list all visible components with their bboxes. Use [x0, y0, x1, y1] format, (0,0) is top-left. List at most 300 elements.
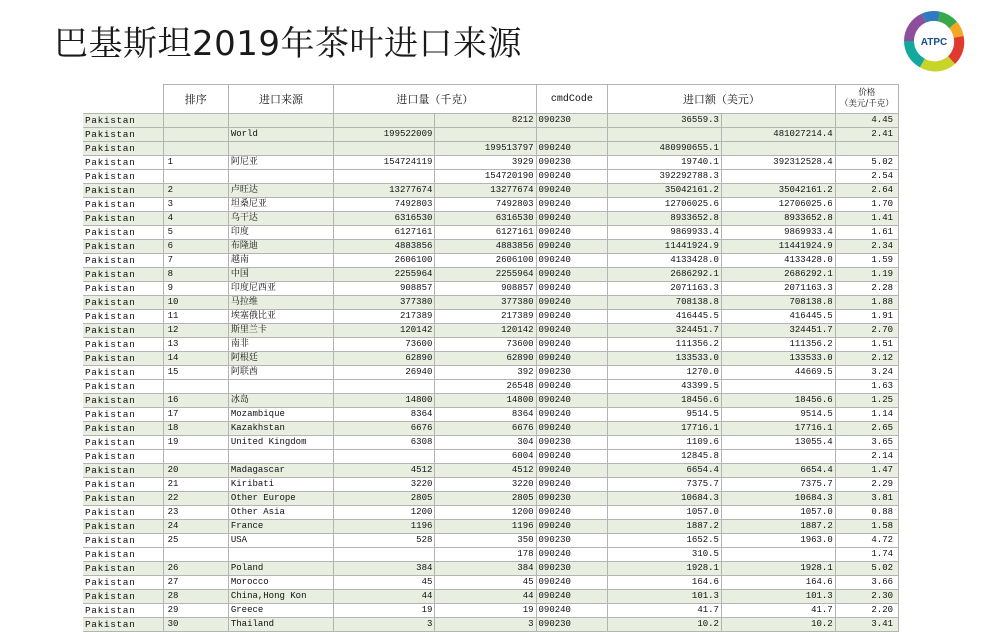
- cell-quantity-detail: 377380: [435, 296, 536, 310]
- cell-source: Other Europe: [228, 492, 333, 506]
- cell-source: Kazakhstan: [228, 422, 333, 436]
- table-row: [83, 408, 899, 422]
- cell-value-total: [721, 380, 835, 394]
- cell-value-total: 101.3: [721, 590, 835, 604]
- cell-quantity-total: 8364: [334, 408, 435, 422]
- cell-value-detail: 43399.5: [608, 380, 722, 394]
- cell-source: 阿联酋: [228, 366, 333, 380]
- cell-cmdcode: 090230: [536, 436, 608, 450]
- cell-value-detail: 111356.2: [608, 338, 722, 352]
- cell-value-total: 7375.7: [721, 478, 835, 492]
- cell-value-total: [721, 548, 835, 562]
- header-price: [835, 85, 898, 114]
- cell-source: Kiribati: [228, 478, 333, 492]
- cell-cmdcode: 090240: [536, 394, 608, 408]
- cell-country: Pakistan: [83, 282, 163, 296]
- cell-source: 斯里兰卡: [228, 324, 333, 338]
- cell-value-detail: 9869933.4: [608, 226, 722, 240]
- cell-country: Pakistan: [83, 408, 163, 422]
- cell-rank: 27: [163, 576, 228, 590]
- cell-value-total: 416445.5: [721, 310, 835, 324]
- cell-cmdcode: 090240: [536, 380, 608, 394]
- cell-country: Pakistan: [83, 338, 163, 352]
- cell-cmdcode: 090230: [536, 114, 608, 128]
- cell-price: 2.28: [835, 282, 898, 296]
- cell-rank: [163, 380, 228, 394]
- cell-quantity-total: [334, 548, 435, 562]
- cell-rank: [163, 450, 228, 464]
- cell-value-detail: 2686292.1: [608, 268, 722, 282]
- cell-cmdcode: 090240: [536, 520, 608, 534]
- cell-quantity-total: 6676: [334, 422, 435, 436]
- cell-price: 1.58: [835, 520, 898, 534]
- cell-price: 1.59: [835, 254, 898, 268]
- cell-rank: 7: [163, 254, 228, 268]
- cell-value-detail: 11441924.9: [608, 240, 722, 254]
- cell-value-detail: 708138.8: [608, 296, 722, 310]
- cell-source: Morocco: [228, 576, 333, 590]
- cell-country: Pakistan: [83, 212, 163, 226]
- cell-country: Pakistan: [83, 184, 163, 198]
- table-row: [83, 212, 899, 226]
- cell-quantity-detail: 217389: [435, 310, 536, 324]
- cell-source: 印度: [228, 226, 333, 240]
- cell-value-detail: [608, 128, 722, 142]
- cell-quantity-detail: 44: [435, 590, 536, 604]
- table-row: [83, 534, 899, 548]
- cell-cmdcode: 090240: [536, 590, 608, 604]
- cell-quantity-detail: 304: [435, 436, 536, 450]
- cell-value-detail: 17716.1: [608, 422, 722, 436]
- cell-cmdcode: 090240: [536, 338, 608, 352]
- table-row: [83, 548, 899, 562]
- cell-quantity-total: 1196: [334, 520, 435, 534]
- cell-quantity-total: 2805: [334, 492, 435, 506]
- cell-rank: 28: [163, 590, 228, 604]
- cell-quantity-total: 4512: [334, 464, 435, 478]
- cell-price: 2.41: [835, 128, 898, 142]
- cell-country: Pakistan: [83, 352, 163, 366]
- cell-price: 1.91: [835, 310, 898, 324]
- table-row: [83, 114, 899, 128]
- table-row: [83, 338, 899, 352]
- header-country: [83, 85, 163, 114]
- cell-rank: 10: [163, 296, 228, 310]
- table-body: [83, 114, 899, 632]
- cell-quantity-detail: 6127161: [435, 226, 536, 240]
- cell-price: 5.02: [835, 156, 898, 170]
- cell-price: 1.47: [835, 464, 898, 478]
- cell-price: 3.81: [835, 492, 898, 506]
- cell-value-total: 6654.4: [721, 464, 835, 478]
- cell-value-total: [721, 170, 835, 184]
- header-rank: 排序: [163, 85, 228, 114]
- cell-value-total: 9514.5: [721, 408, 835, 422]
- cell-value-detail: 36559.3: [608, 114, 722, 128]
- cell-quantity-total: 6316530: [334, 212, 435, 226]
- cell-quantity-total: 26940: [334, 366, 435, 380]
- table-row: [83, 562, 899, 576]
- cell-country: Pakistan: [83, 226, 163, 240]
- cell-value-detail: 9514.5: [608, 408, 722, 422]
- cell-quantity-detail: 73600: [435, 338, 536, 352]
- cell-rank: 3: [163, 198, 228, 212]
- cell-quantity-total: [334, 114, 435, 128]
- cell-cmdcode: 090240: [536, 450, 608, 464]
- cell-rank: 15: [163, 366, 228, 380]
- cell-cmdcode: 090230: [536, 366, 608, 380]
- cell-rank: [163, 128, 228, 142]
- cell-source: 印度尼西亚: [228, 282, 333, 296]
- cell-cmdcode: 090230: [536, 562, 608, 576]
- cell-country: Pakistan: [83, 590, 163, 604]
- cell-country: Pakistan: [83, 548, 163, 562]
- cell-source: [228, 380, 333, 394]
- cell-price: 2.34: [835, 240, 898, 254]
- cell-quantity-total: 3220: [334, 478, 435, 492]
- cell-value-detail: 310.5: [608, 548, 722, 562]
- cell-value-detail: 10684.3: [608, 492, 722, 506]
- cell-country: Pakistan: [83, 436, 163, 450]
- cell-price: 2.65: [835, 422, 898, 436]
- cell-value-total: 2071163.3: [721, 282, 835, 296]
- cell-quantity-detail: 6676: [435, 422, 536, 436]
- cell-quantity-total: 44: [334, 590, 435, 604]
- cell-quantity-detail: 384: [435, 562, 536, 576]
- cell-cmdcode: 090240: [536, 142, 608, 156]
- cell-price: 3.66: [835, 576, 898, 590]
- cell-value-total: 10684.3: [721, 492, 835, 506]
- cell-quantity-detail: 2805: [435, 492, 536, 506]
- cell-value-detail: 164.6: [608, 576, 722, 590]
- cell-cmdcode: 090240: [536, 226, 608, 240]
- cell-quantity-detail: 6004: [435, 450, 536, 464]
- cell-source: France: [228, 520, 333, 534]
- import-source-table: [83, 84, 899, 632]
- cell-cmdcode: 090230: [536, 156, 608, 170]
- cell-source: 南非: [228, 338, 333, 352]
- cell-rank: 1: [163, 156, 228, 170]
- cell-source: Greece: [228, 604, 333, 618]
- cell-cmdcode: 090240: [536, 310, 608, 324]
- cell-cmdcode: 090240: [536, 464, 608, 478]
- cell-price: 1.19: [835, 268, 898, 282]
- cell-quantity-detail: 908857: [435, 282, 536, 296]
- cell-price: 3.24: [835, 366, 898, 380]
- cell-country: Pakistan: [83, 128, 163, 142]
- cell-value-total: 1057.0: [721, 506, 835, 520]
- cell-price: 2.29: [835, 478, 898, 492]
- cell-rank: 5: [163, 226, 228, 240]
- table-row: [83, 576, 899, 590]
- cell-cmdcode: 090240: [536, 170, 608, 184]
- cell-price: 1.51: [835, 338, 898, 352]
- cell-value-total: 10.2: [721, 618, 835, 632]
- cell-quantity-detail: 26548: [435, 380, 536, 394]
- cell-price: 1.14: [835, 408, 898, 422]
- cell-rank: 14: [163, 352, 228, 366]
- cell-cmdcode: 090240: [536, 254, 608, 268]
- cell-country: Pakistan: [83, 324, 163, 338]
- cell-quantity-detail: 4883856: [435, 240, 536, 254]
- cell-value-detail: 35042161.2: [608, 184, 722, 198]
- cell-source: United Kingdom: [228, 436, 333, 450]
- cell-source: 卢旺达: [228, 184, 333, 198]
- table-row: [83, 604, 899, 618]
- cell-country: Pakistan: [83, 310, 163, 324]
- cell-source: 埃塞俄比亚: [228, 310, 333, 324]
- cell-country: Pakistan: [83, 450, 163, 464]
- cell-cmdcode: 090240: [536, 422, 608, 436]
- cell-quantity-total: 528: [334, 534, 435, 548]
- header-price-line1: 价格: [858, 88, 876, 98]
- cell-rank: 8: [163, 268, 228, 282]
- cell-source: 乌干达: [228, 212, 333, 226]
- cell-cmdcode: 090240: [536, 478, 608, 492]
- cell-price: 4.72: [835, 534, 898, 548]
- cell-country: Pakistan: [83, 562, 163, 576]
- cell-value-detail: 392292788.3: [608, 170, 722, 184]
- table-row: [83, 394, 899, 408]
- cell-source: 中国: [228, 268, 333, 282]
- cell-value-total: 17716.1: [721, 422, 835, 436]
- cell-quantity-detail: 62890: [435, 352, 536, 366]
- cell-quantity-total: 14800: [334, 394, 435, 408]
- table-row: [83, 464, 899, 478]
- cell-source: 布隆迪: [228, 240, 333, 254]
- table-row: [83, 366, 899, 380]
- header-price-line2: （美元/千克）: [839, 99, 894, 109]
- cell-source: USA: [228, 534, 333, 548]
- cell-rank: 9: [163, 282, 228, 296]
- cell-rank: 20: [163, 464, 228, 478]
- cell-value-detail: 6654.4: [608, 464, 722, 478]
- cell-value-detail: 1270.0: [608, 366, 722, 380]
- cell-quantity-total: 384: [334, 562, 435, 576]
- table-row: [83, 450, 899, 464]
- table-row: [83, 268, 899, 282]
- cell-value-total: 35042161.2: [721, 184, 835, 198]
- cell-price: 2.20: [835, 604, 898, 618]
- cell-price: 1.25: [835, 394, 898, 408]
- cell-quantity-total: 7492803: [334, 198, 435, 212]
- cell-value-total: 2686292.1: [721, 268, 835, 282]
- cell-cmdcode: 090230: [536, 534, 608, 548]
- cell-quantity-total: 13277674: [334, 184, 435, 198]
- table-row: [83, 142, 899, 156]
- cell-source: 冰岛: [228, 394, 333, 408]
- cell-quantity-detail: 392: [435, 366, 536, 380]
- cell-cmdcode: 090240: [536, 184, 608, 198]
- cell-quantity-total: 1200: [334, 506, 435, 520]
- cell-rank: 17: [163, 408, 228, 422]
- cell-value-total: 11441924.9: [721, 240, 835, 254]
- cell-quantity-detail: 45: [435, 576, 536, 590]
- cell-price: 2.14: [835, 450, 898, 464]
- cell-value-total: 8933652.8: [721, 212, 835, 226]
- cell-value-detail: 2071163.3: [608, 282, 722, 296]
- table-header-row: [83, 85, 899, 114]
- cell-country: Pakistan: [83, 156, 163, 170]
- table-row: [83, 618, 899, 632]
- table-row: [83, 170, 899, 184]
- cell-quantity-detail: 120142: [435, 324, 536, 338]
- cell-quantity-detail: 199513797: [435, 142, 536, 156]
- cell-source: [228, 548, 333, 562]
- cell-value-detail: 101.3: [608, 590, 722, 604]
- cell-country: Pakistan: [83, 478, 163, 492]
- cell-quantity-total: 6308: [334, 436, 435, 450]
- cell-cmdcode: 090240: [536, 604, 608, 618]
- cell-country: Pakistan: [83, 366, 163, 380]
- table-row: [83, 198, 899, 212]
- cell-source: Mozambique: [228, 408, 333, 422]
- cell-quantity-detail: 4512: [435, 464, 536, 478]
- cell-country: Pakistan: [83, 520, 163, 534]
- cell-price: 1.61: [835, 226, 898, 240]
- cell-cmdcode: 090230: [536, 492, 608, 506]
- cell-rank: 30: [163, 618, 228, 632]
- table-row: [83, 422, 899, 436]
- cell-price: 4.45: [835, 114, 898, 128]
- table-row: [83, 156, 899, 170]
- cell-value-detail: 1887.2: [608, 520, 722, 534]
- cell-cmdcode: 090240: [536, 548, 608, 562]
- cell-quantity-detail: 2255964: [435, 268, 536, 282]
- cell-quantity-detail: 7492803: [435, 198, 536, 212]
- cell-price: 1.88: [835, 296, 898, 310]
- cell-country: Pakistan: [83, 296, 163, 310]
- cell-quantity-total: 4883856: [334, 240, 435, 254]
- cell-value-total: 708138.8: [721, 296, 835, 310]
- cell-quantity-detail: 3: [435, 618, 536, 632]
- cell-cmdcode: 090240: [536, 408, 608, 422]
- table-row: [83, 226, 899, 240]
- svg-text:ATPC: ATPC: [920, 37, 948, 48]
- table-row: [83, 296, 899, 310]
- cell-country: Pakistan: [83, 492, 163, 506]
- table-row: [83, 380, 899, 394]
- cell-country: Pakistan: [83, 240, 163, 254]
- cell-quantity-detail: 3929: [435, 156, 536, 170]
- cell-source: 坦桑尼亚: [228, 198, 333, 212]
- cell-value-total: 481027214.4: [721, 128, 835, 142]
- cell-country: Pakistan: [83, 170, 163, 184]
- cell-quantity-total: 45: [334, 576, 435, 590]
- cell-country: Pakistan: [83, 198, 163, 212]
- cell-price: 2.54: [835, 170, 898, 184]
- cell-quantity-total: 3: [334, 618, 435, 632]
- cell-country: Pakistan: [83, 534, 163, 548]
- cell-country: Pakistan: [83, 142, 163, 156]
- cell-cmdcode: 090240: [536, 198, 608, 212]
- atpc-logo: [897, 8, 971, 74]
- cell-quantity-total: 2606100: [334, 254, 435, 268]
- table-row: [83, 128, 899, 142]
- cell-source: World: [228, 128, 333, 142]
- table-row: [83, 506, 899, 520]
- cell-cmdcode: 090240: [536, 506, 608, 520]
- cell-country: Pakistan: [83, 394, 163, 408]
- cell-price: 1.74: [835, 548, 898, 562]
- cell-value-detail: 1057.0: [608, 506, 722, 520]
- cell-price: 5.02: [835, 562, 898, 576]
- cell-value-total: [721, 142, 835, 156]
- cell-rank: 12: [163, 324, 228, 338]
- cell-quantity-detail: 14800: [435, 394, 536, 408]
- cell-cmdcode: 090240: [536, 296, 608, 310]
- table-row: [83, 492, 899, 506]
- cell-country: Pakistan: [83, 268, 163, 282]
- cell-source: 马拉维: [228, 296, 333, 310]
- cell-quantity-total: 199522009: [334, 128, 435, 142]
- cell-country: Pakistan: [83, 506, 163, 520]
- cell-quantity-total: 19: [334, 604, 435, 618]
- cell-value-total: 12706025.6: [721, 198, 835, 212]
- cell-source: 阿尼亚: [228, 156, 333, 170]
- cell-country: Pakistan: [83, 618, 163, 632]
- cell-value-total: 4133428.0: [721, 254, 835, 268]
- cell-quantity-total: 73600: [334, 338, 435, 352]
- cell-price: 3.65: [835, 436, 898, 450]
- cell-quantity-total: [334, 380, 435, 394]
- cell-value-total: 44669.5: [721, 366, 835, 380]
- table-row: [83, 254, 899, 268]
- cell-rank: 13: [163, 338, 228, 352]
- cell-quantity-total: 2255964: [334, 268, 435, 282]
- table-row: [83, 520, 899, 534]
- cell-rank: 21: [163, 478, 228, 492]
- cell-quantity-detail: 6316530: [435, 212, 536, 226]
- table-row: [83, 352, 899, 366]
- cell-price: 1.70: [835, 198, 898, 212]
- cell-value-detail: 480990655.1: [608, 142, 722, 156]
- cell-value-detail: 416445.5: [608, 310, 722, 324]
- cell-value-detail: 41.7: [608, 604, 722, 618]
- cell-country: Pakistan: [83, 254, 163, 268]
- table-row: [83, 436, 899, 450]
- cell-quantity-total: [334, 450, 435, 464]
- cell-country: Pakistan: [83, 380, 163, 394]
- cell-value-detail: 12706025.6: [608, 198, 722, 212]
- cell-source: Poland: [228, 562, 333, 576]
- cell-cmdcode: 090240: [536, 282, 608, 296]
- cell-rank: 6: [163, 240, 228, 254]
- cell-country: Pakistan: [83, 604, 163, 618]
- cell-value-detail: 1109.6: [608, 436, 722, 450]
- header-quantity: 进口量（千克）: [334, 85, 536, 114]
- cell-value-detail: 12845.8: [608, 450, 722, 464]
- cell-quantity-detail: 8212: [435, 114, 536, 128]
- cell-rank: [163, 170, 228, 184]
- cell-value-total: 41.7: [721, 604, 835, 618]
- cell-value-total: [721, 450, 835, 464]
- table-row: [83, 478, 899, 492]
- cell-value-detail: 133533.0: [608, 352, 722, 366]
- table-row: [83, 240, 899, 254]
- cell-cmdcode: 090240: [536, 212, 608, 226]
- cell-cmdcode: 090240: [536, 352, 608, 366]
- table-row: [83, 184, 899, 198]
- cell-value-detail: 1928.1: [608, 562, 722, 576]
- cell-source: [228, 450, 333, 464]
- cell-value-total: 13055.4: [721, 436, 835, 450]
- table-row: [83, 590, 899, 604]
- cell-source: [228, 170, 333, 184]
- cell-country: Pakistan: [83, 464, 163, 478]
- table-row: [83, 282, 899, 296]
- cell-country: Pakistan: [83, 576, 163, 590]
